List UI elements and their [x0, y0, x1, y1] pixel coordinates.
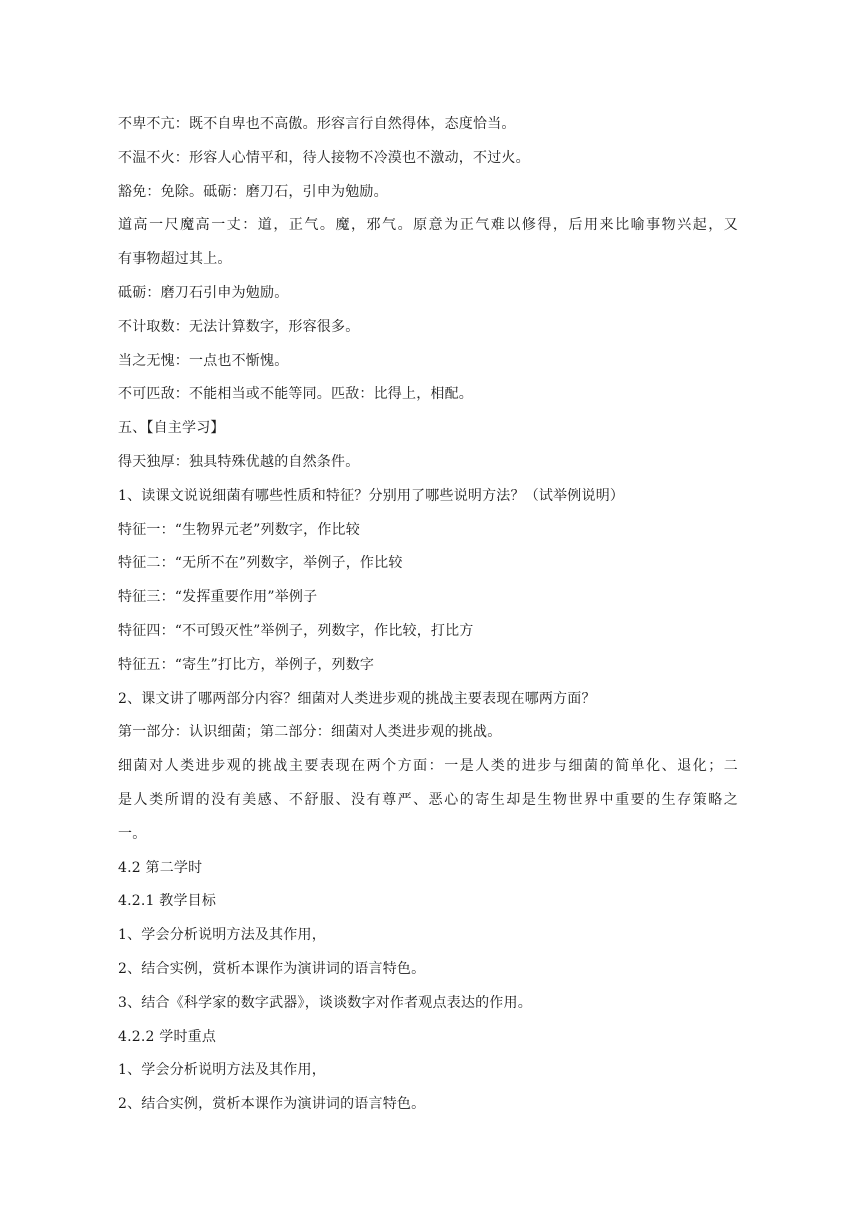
question-line: 2、课文讲了哪两部分内容？细菌对人类进步观的挑战主要表现在哪两方面？: [118, 690, 596, 707]
list-item: 3、结合《科学家的数字武器》，谈谈数字对作者观点表达的作用。: [118, 994, 532, 1011]
answer-line: 第一部分：认识细菌；第二部分：细菌对人类进步观的挑战。: [118, 724, 502, 741]
feature-line: 特征一：“生物界元老”列数字，作比较: [118, 521, 360, 538]
list-item: 2、结合实例，赏析本课作为演讲词的语言特色。: [118, 1096, 426, 1113]
list-item: 1、学会分析说明方法及其作用，: [118, 1062, 326, 1079]
definition-line: 豁免：免除。砥砺：磨刀石，引申为勉励。: [118, 183, 388, 200]
feature-line: 特征四：“不可毁灭性”举例子，列数字，作比较，打比方: [118, 622, 474, 639]
definition-line: 道高一尺魔高一丈：道，正气。魔，邪气。原意为正气难以修得，后用来比喻事物兴起，又: [118, 217, 738, 234]
definition-line: 有事物超过其上。: [118, 251, 232, 268]
list-item: 2、结合实例，赏析本课作为演讲词的语言特色。: [118, 960, 426, 977]
section-heading: 五、【自主学习】: [118, 420, 225, 437]
definition-line: 得天独厚：独具特殊优越的自然条件。: [118, 453, 360, 470]
document-body: [118, 108, 738, 1122]
feature-line: 特征五：“寄生”打比方，举例子，列数字: [118, 656, 375, 673]
definition-line: 不可匹敌：不能相当或不能等同。匹敌：比得上，相配。: [118, 386, 473, 403]
definition-line: 不温不火：形容人心情平和，待人接物不冷漠也不激动，不过火。: [118, 149, 530, 166]
answer-line: 是人类所谓的没有美感、不舒服、没有尊严、恶心的寄生却是生物世界中重要的生存策略之: [118, 791, 738, 808]
section-heading: 4.2 第二学时: [118, 859, 203, 876]
list-item: 1、学会分析说明方法及其作用，: [118, 927, 326, 944]
question-line: 1、读课文说说细菌有哪些性质和特征？分别用了哪些说明方法？（试举例说明）: [118, 487, 625, 504]
subsection-heading: 4.2.1 教学目标: [118, 893, 217, 910]
definition-line: 不计取数：无法计算数字，形容很多。: [118, 318, 360, 335]
feature-line: 特征三：“发挥重要作用”举例子: [118, 589, 318, 606]
definition-line: 当之无愧：一点也不惭愧。: [118, 352, 289, 369]
definition-line: 砥砺：磨刀石引申为勉励。: [118, 284, 289, 301]
answer-line: 一。: [118, 825, 147, 842]
subsection-heading: 4.2.2 学时重点: [118, 1028, 217, 1045]
answer-line: 细菌对人类进步观的挑战主要表现在两个方面：一是人类的进步与细菌的简单化、退化；二: [118, 758, 738, 775]
definition-line: 不卑不亢：既不自卑也不高傲。形容言行自然得体，态度恰当。: [118, 116, 516, 132]
feature-line: 特征二：“无所不在”列数字，举例子，作比较: [118, 555, 403, 572]
